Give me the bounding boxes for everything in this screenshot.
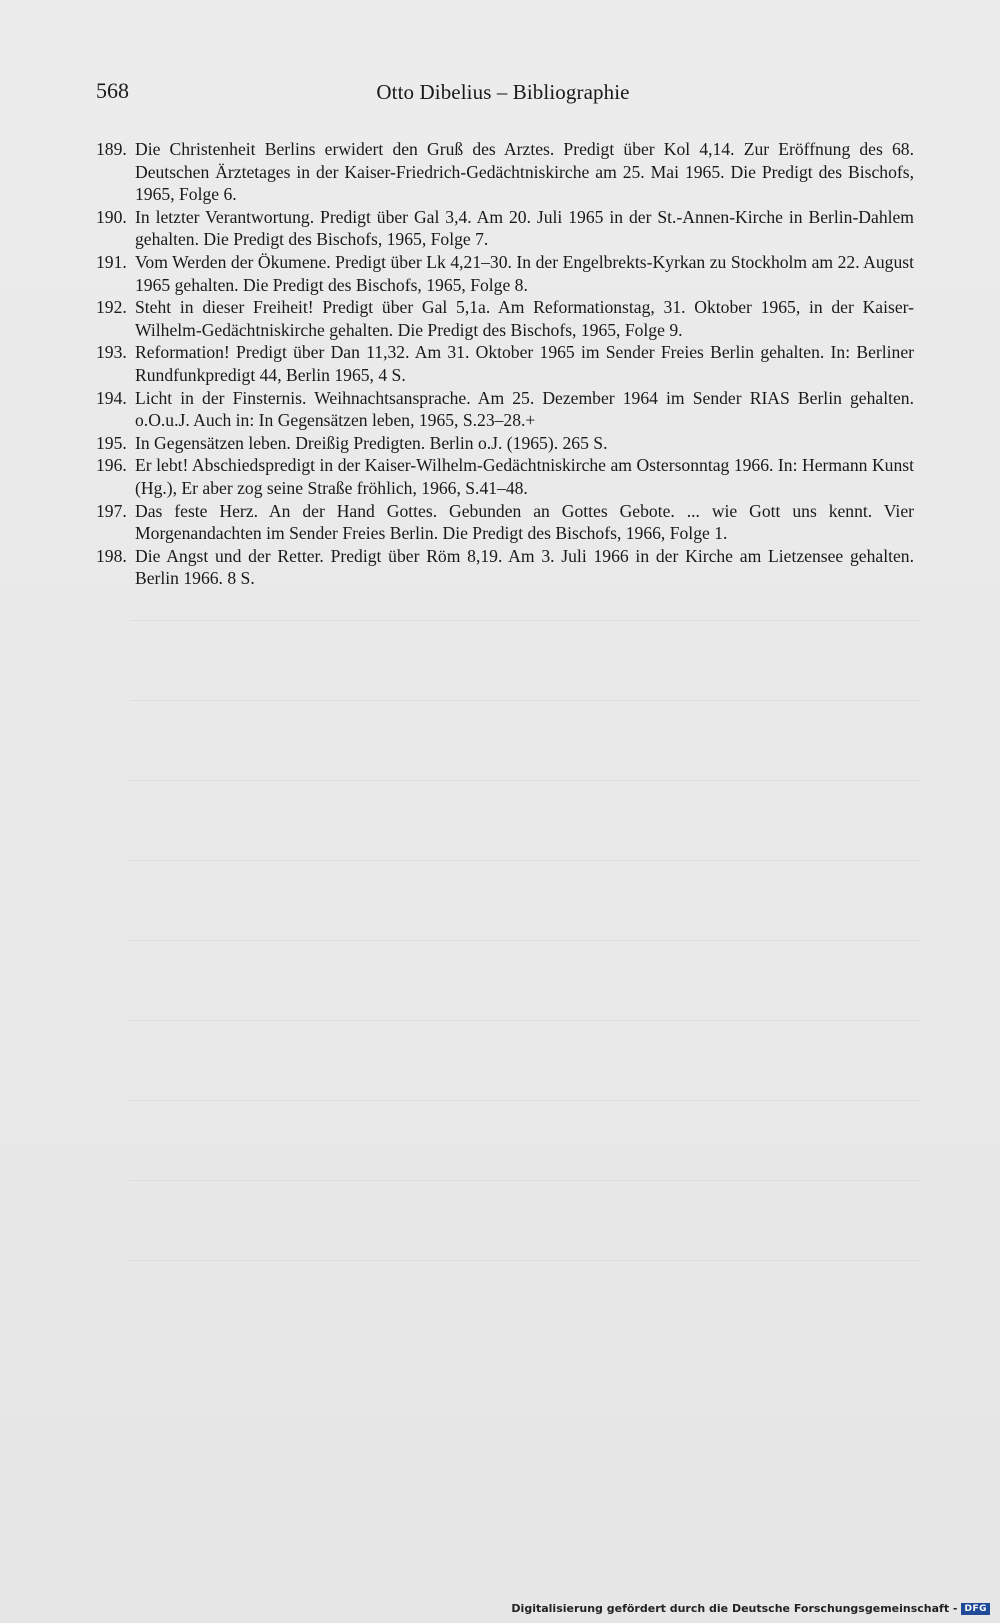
bibliography-entry bbox=[96, 432, 914, 455]
entry-number: 191. bbox=[96, 251, 127, 272]
dfg-logo-icon: DFG bbox=[961, 1603, 990, 1615]
entry-text: Licht in der Finsternis. Weihnachtsansprache. Am 25. Dezember 1964 im Sender RIAS Berlin gehalten. o.O.u.J. Auch in: In Gegensätzen leben, 1965, S.23–28.+ bbox=[135, 387, 914, 431]
entry-text: Er lebt! Abschiedspredigt in der Kaiser-Wilhelm-Gedächtniskirche am Ostersonntag 1966. In: Hermann Kunst (Hg.), Er aber zog seine Straße fröhlich, 1966, S.41–48. bbox=[135, 455, 914, 498]
bleed-through-line bbox=[130, 620, 920, 621]
entry-text: In letzter Verantwortung. Predigt über Gal 3,4. Am 20. Juli 1965 in der St.-Annen-Kirche in Berlin-Dahlem gehalten. Die Predigt des Bischofs, 1965, Folge 7. bbox=[135, 206, 914, 250]
bleed-through-line bbox=[130, 1100, 920, 1101]
running-title: Otto Dibelius – Bibliographie bbox=[376, 80, 630, 104]
entry-number: 196. bbox=[96, 455, 127, 476]
bibliography-entry bbox=[96, 454, 914, 499]
entry-number: 195. bbox=[96, 432, 127, 453]
bibliography-entry bbox=[96, 138, 914, 206]
bibliography-entry bbox=[96, 500, 914, 545]
entry-number: 197. bbox=[96, 500, 127, 521]
bibliography-list bbox=[96, 138, 914, 590]
entry-text: Vom Werden der Ökumene. Predigt über Lk 4,21–30. In der Engelbrekts-Kyrkan zu Stockholm am 22. August 1965 gehalten. Die Predigt des Bischofs, 1965, Folge 8. bbox=[135, 251, 914, 295]
bleed-through-line bbox=[130, 780, 920, 781]
entry-text: Steht in dieser Freiheit! Predigt über Gal 5,1a. Am Reformationstag, 31. Oktober 1965, in der Kaiser-Wilhelm-Gedächtniskirche gehalten. Die Predigt des Bischofs, 1965, Folge 9. bbox=[135, 297, 914, 340]
digitization-credit bbox=[511, 1602, 990, 1615]
entry-number: 192. bbox=[96, 297, 127, 318]
bleed-through-line bbox=[130, 1260, 920, 1261]
entry-number: 198. bbox=[96, 545, 127, 566]
bleed-through-line bbox=[130, 1180, 920, 1181]
credit-text: Digitalisierung gefördert durch die Deutsche Forschungsgemeinschaft - bbox=[511, 1602, 958, 1615]
entry-number: 189. bbox=[96, 139, 127, 159]
bibliography-entry bbox=[96, 206, 914, 251]
entry-text: Reformation! Predigt über Dan 11,32. Am 31. Oktober 1965 im Sender Freies Berlin gehalten. In: Berliner Rundfunkpredigt 44, Berlin 1965, 4 S. bbox=[135, 342, 914, 385]
bleed-through-line bbox=[130, 940, 920, 941]
bleed-through-line bbox=[130, 860, 920, 861]
entry-text: In Gegensätzen leben. Dreißig Predigten. Berlin o.J. (1965). 265 S. bbox=[135, 432, 608, 453]
entry-text: Das feste Herz. An der Hand Gottes. Gebunden an Gottes Gebote. ... wie Gott uns kennt. Vier Morgenandachten im Sender Freies Berlin. Die Predigt des Bischofs, 1966, Folge 1. bbox=[135, 500, 914, 544]
bibliography-entry bbox=[96, 341, 914, 386]
entry-text: Die Christenheit Berlins erwidert den Gruß des Arztes. Predigt über Kol 4,14. Zur Eröffnung des 68. Deutschen Ärztetages in der Kaiser-Friedrich-Gedächtniskirche am 25. Mai 1965. Die Predigt des Bischofs, 1965, Folge 6. bbox=[135, 139, 914, 205]
page-number: 568 bbox=[96, 78, 129, 103]
page-header bbox=[96, 78, 910, 108]
entry-text: Die Angst und der Retter. Predigt über Röm 8,19. Am 3. Juli 1966 in der Kirche am Lietzensee gehalten. Berlin 1966. 8 S. bbox=[135, 545, 914, 589]
entry-number: 193. bbox=[96, 342, 127, 363]
bibliography-entry bbox=[96, 545, 914, 590]
bibliography-entry bbox=[96, 251, 914, 296]
entry-number: 194. bbox=[96, 387, 127, 408]
bibliography-entry bbox=[96, 296, 914, 341]
bleed-through-line bbox=[130, 700, 920, 701]
bibliography-entry bbox=[96, 387, 914, 432]
bleed-through-line bbox=[130, 1020, 920, 1021]
entry-number: 190. bbox=[96, 206, 127, 227]
